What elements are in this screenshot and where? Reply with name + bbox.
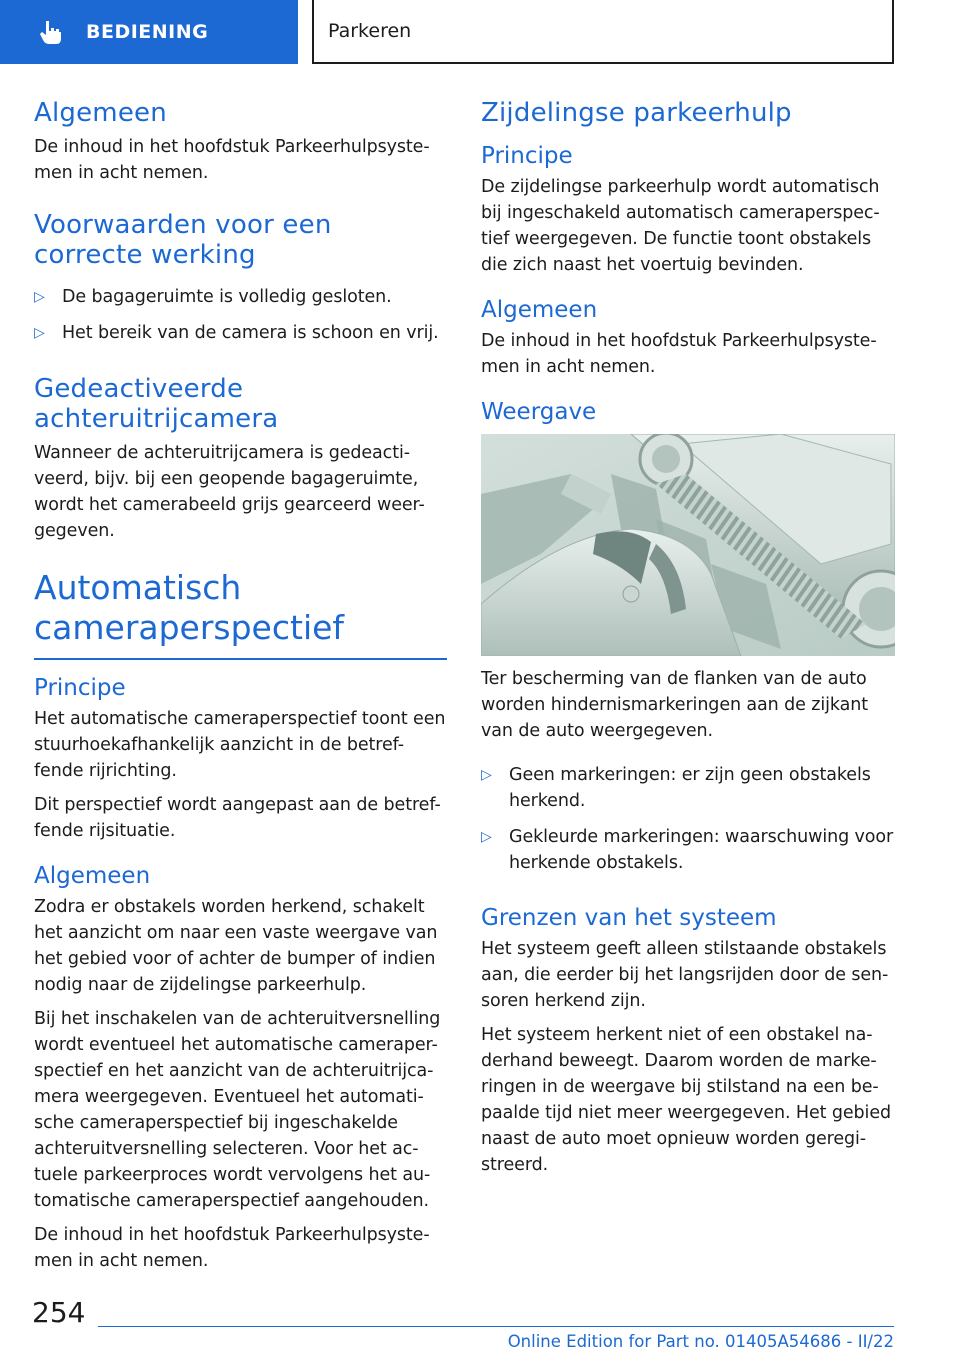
- chapter-heading: Automatisch cameraperspectief: [34, 568, 345, 647]
- paragraph: Zodra er obstakels worden herkend, schakelt het aanzicht om naar een vaste weergave van het gebied voor of achter de bumper of indien nodig naar de zijdelingse parkeerhulp.: [34, 897, 438, 995]
- heading-grenzen: Grenzen van het systeem: [481, 905, 777, 931]
- conditions-list: [34, 284, 447, 346]
- chapter-header: [312, 0, 894, 64]
- paragraph: Bij het inschakelen van de achteruitversnelling wordt eventueel het automatische cameraper-spectief en het aanzicht van de achteruitrijca-mera weergegeven. Eventueel het automati-sche cameraperspectief bij ingeschakelde achteruitversnelling selecteren. Voor het ac-tuele parkeerproces wordt vervolgens het au-tomatische cameraperspectief aangehouden.: [34, 1009, 441, 1211]
- triangle-right-icon: ▷: [34, 289, 45, 305]
- section-tab: [0, 0, 298, 64]
- heading-algemeen-right: Algemeen: [481, 297, 598, 323]
- paragraph: Het systeem geeft alleen stilstaande obstakels aan, die eerder bij het langsrijden door de sen-soren herkend zijn.: [481, 939, 889, 1011]
- list-item: ▷ Geen markeringen: er zijn geen obstakels herkend.: [481, 762, 894, 814]
- paragraph: Ter bescherming van de flanken van de auto worden hindernismarkeringen aan de zijkant van de auto weergegeven.: [481, 669, 868, 741]
- triangle-right-icon: ▷: [481, 829, 492, 845]
- list-item: ▷ De bagageruimte is volledig gesloten.: [34, 284, 447, 310]
- heading-algemeen-2: Algemeen: [34, 863, 151, 889]
- chapter-title: Parkeren: [328, 20, 412, 42]
- triangle-right-icon: ▷: [34, 325, 45, 341]
- left-column: [34, 98, 447, 1274]
- paragraph: Het systeem herkent niet of een obstakel na-derhand beweegt. Daarom worden de marke-ringen in de weergave bij stilstand na een be-paalde tijd niet meer weergegeven. Het gebied naast de auto moet opnieuw worden geregi-streerd.: [481, 1025, 891, 1175]
- markings-list: [481, 762, 894, 876]
- right-column: [481, 98, 894, 1178]
- page-number: 254: [32, 1296, 86, 1329]
- heading-weergave: Weergave: [481, 399, 597, 425]
- paragraph: De zijdelingse parkeerhulp wordt automatisch bij ingeschakeld automatisch cameraperspec-tief weergegeven. De functie toont obstakels die zich naast het voertuig bevinden.: [481, 177, 880, 275]
- paragraph: De inhoud in het hoofdstuk Parkeerhulpsyste-men in acht nemen.: [34, 1225, 430, 1271]
- heading-zijdelingse: Zijdelingse parkeerhulp: [481, 98, 792, 128]
- paragraph: De inhoud in het hoofdstuk Parkeerhulpsyste-men in acht nemen.: [481, 331, 877, 377]
- heading-principe: Principe: [34, 675, 126, 701]
- footer-rule: [98, 1326, 894, 1327]
- heading-rule: [34, 658, 447, 660]
- heading-algemeen: Algemeen: [34, 98, 167, 128]
- heading-voorwaarden: Voorwaarden voor een correcte werking: [34, 210, 332, 270]
- list-item: ▷ Gekleurde markeringen: waarschuwing voor herkende obstakels.: [481, 824, 894, 876]
- paragraph: De inhoud in het hoofdstuk Parkeerhulpsyste-men in acht nemen.: [34, 137, 430, 183]
- side-parking-illustration: [481, 434, 895, 656]
- paragraph: Wanneer de achteruitrijcamera is gedeacti-veerd, bijv. bij een geopende bagageruimte, wordt het camerabeeld grijs gearceerd weer-gegeven.: [34, 443, 425, 541]
- paragraph: Het automatische cameraperspectief toont een stuurhoekafhankelijk aanzicht in de betref-fende rijrichting.: [34, 709, 446, 781]
- hand-pointer-icon: [36, 17, 66, 47]
- paragraph: Dit perspectief wordt aangepast aan de betref-fende rijsituatie.: [34, 795, 441, 841]
- heading-principe-right: Principe: [481, 143, 573, 169]
- footer-edition: Online Edition for Part no. 01405A54686 - II/22: [507, 1332, 894, 1351]
- car-illustration: [481, 434, 895, 656]
- triangle-right-icon: ▷: [481, 767, 492, 783]
- list-item: ▷ Het bereik van de camera is schoon en vrij.: [34, 320, 447, 346]
- section-label: BEDIENING: [86, 21, 209, 43]
- heading-gedeactiveerde: Gedeactiveerde achteruitrijcamera: [34, 374, 279, 434]
